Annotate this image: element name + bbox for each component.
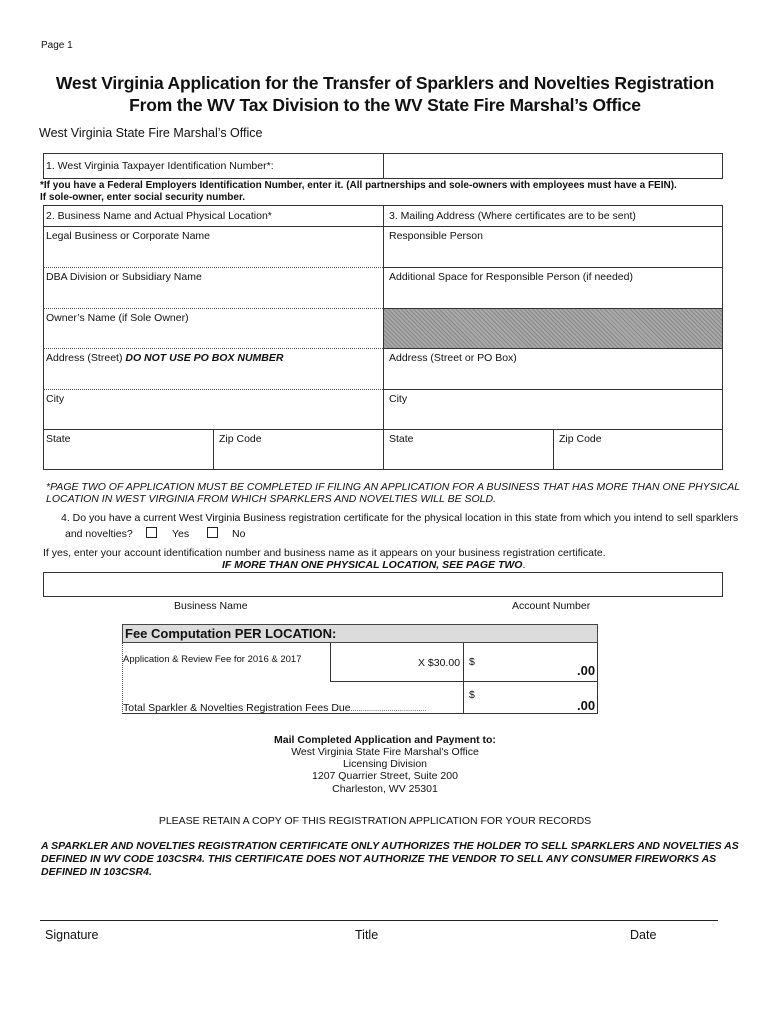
business-name-account-input[interactable] bbox=[44, 573, 722, 596]
yes-label: Yes bbox=[172, 528, 190, 540]
office-name: West Virginia State Fire Marshal’s Office bbox=[39, 126, 263, 140]
legal-name-label: Legal Business or Corporate Name bbox=[46, 230, 211, 242]
form-title-line-2: From the WV Tax Division to the WV State Fire Marshal’s Office bbox=[129, 95, 641, 115]
retain-copy-notice: PLEASE RETAIN A COPY OF THIS REGISTRATION APPLICATION FOR YOUR RECORDS bbox=[158, 815, 592, 827]
mailing-city-input[interactable] bbox=[384, 407, 722, 428]
total-fees-label bbox=[123, 702, 426, 716]
grid-header-divider bbox=[43, 226, 723, 227]
city-input[interactable] bbox=[44, 407, 382, 428]
account-number-label: Account Number bbox=[512, 600, 591, 612]
state-input[interactable] bbox=[44, 447, 212, 469]
disclaimer-line-3: DEFINED IN 103CSR4. bbox=[41, 866, 152, 878]
question-4-continued: and novelties? bbox=[65, 528, 133, 540]
multi-location-note bbox=[222, 559, 525, 571]
mailing-zip-label: Zip Code bbox=[559, 433, 602, 445]
mail-line-4: Charleston, WV 25301 bbox=[332, 783, 438, 795]
fee-row-divider bbox=[330, 681, 598, 682]
total-dollar-sign: $ bbox=[469, 689, 475, 701]
disclaimer-line-2: DEFINED IN WV CODE 103CSR4. THIS CERTIFICATE DOES NOT AUTHORIZE THE VENDOR TO SELL ANY CONSUMER FIREWORKS AS bbox=[41, 853, 717, 865]
legal-name-input[interactable] bbox=[44, 244, 382, 266]
no-label: No bbox=[232, 528, 246, 540]
date-label: Date bbox=[630, 928, 657, 942]
street-address-label bbox=[46, 352, 283, 364]
grid-row-divider bbox=[383, 348, 723, 349]
zip-input[interactable] bbox=[214, 447, 382, 469]
responsible-person-input[interactable] bbox=[384, 244, 722, 266]
po-box-warning: DO NOT USE PO BOX NUMBER bbox=[125, 352, 284, 364]
page-number: Page 1 bbox=[41, 40, 73, 51]
mailing-address-input[interactable] bbox=[384, 366, 722, 388]
form-title-line-1: West Virginia Application for the Transfer of Sparklers and Novelties Registration bbox=[55, 73, 715, 93]
fee-divider-2 bbox=[463, 643, 464, 714]
multi-location-note-period: . bbox=[522, 559, 526, 571]
signature-label: Signature bbox=[45, 928, 99, 942]
grid-row-divider bbox=[43, 389, 383, 390]
mailing-state-label: State bbox=[389, 433, 414, 445]
mail-line-2: Licensing Division bbox=[342, 758, 428, 770]
mailing-address-label: Address (Street or PO Box) bbox=[389, 352, 517, 364]
dba-label: DBA Division or Subsidiary Name bbox=[46, 271, 202, 283]
grid-row-divider bbox=[43, 308, 383, 309]
no-checkbox[interactable] bbox=[207, 527, 218, 538]
signature-input[interactable] bbox=[40, 896, 718, 919]
multi-location-note-text: IF MORE THAN ONE PHYSICAL LOCATION, SEE PAGE TWO bbox=[222, 559, 523, 571]
state-label: State bbox=[46, 433, 71, 445]
mailing-city-label: City bbox=[389, 393, 408, 405]
fee-computation-header: Fee Computation PER LOCATION: bbox=[122, 624, 598, 643]
mailing-address-header: 3. Mailing Address (Where certificates are to be sent) bbox=[389, 210, 636, 222]
business-name-label: Business Name bbox=[174, 600, 248, 612]
fein-note-line-2: If sole-owner, enter social security number. bbox=[40, 192, 246, 203]
zip-label: Zip Code bbox=[219, 433, 262, 445]
page-two-note-line-1: *PAGE TWO OF APPLICATION MUST BE COMPLETED IF FILING AN APPLICATION FOR A BUSINESS THAT HAS MORE THAN ONE PHYSICAL bbox=[46, 481, 741, 493]
additional-responsible-input[interactable] bbox=[384, 285, 722, 307]
mail-line-3: 1207 Quarrier Street, Suite 200 bbox=[312, 770, 458, 782]
fee-multiplier: X $30.00 bbox=[418, 657, 461, 669]
mailing-state-input[interactable] bbox=[384, 447, 552, 469]
responsible-person-label: Responsible Person bbox=[389, 230, 483, 242]
fee-dollar-sign: $ bbox=[469, 656, 475, 668]
additional-responsible-label: Additional Space for Responsible Person (if needed) bbox=[389, 271, 633, 283]
grid-row-divider bbox=[43, 429, 723, 430]
grid-row-divider bbox=[383, 389, 723, 390]
owner-name-label: Owner’s Name (if Sole Owner) bbox=[46, 312, 189, 324]
grid-row-divider bbox=[383, 267, 723, 268]
disclaimer-line-1: A SPARKLER AND NOVELTIES REGISTRATION CERTIFICATE ONLY AUTHORIZES THE HOLDER TO SELL SPARKLERS AND NOVELTIES AS bbox=[41, 840, 739, 852]
mail-heading: Mail Completed Application and Payment to: bbox=[274, 734, 496, 746]
grid-row-divider bbox=[43, 267, 383, 268]
fein-note-line-1: *If you have a Federal Employers Identification Number, enter it. (All partnerships and sole-owners with employees must have a FEIN). bbox=[40, 180, 677, 191]
mailing-zip-input[interactable] bbox=[554, 447, 722, 469]
street-address-input[interactable] bbox=[44, 366, 382, 388]
application-fee-label: Application & Review Fee for 2016 & 2017 bbox=[123, 654, 302, 665]
taxpayer-id-input[interactable] bbox=[385, 155, 721, 177]
question-4-text: 4. Do you have a current West Virginia Business registration certificate for the physical location in this state from which you intend to sell sparklers bbox=[61, 512, 739, 524]
city-label: City bbox=[46, 393, 65, 405]
signature-line bbox=[40, 920, 718, 921]
total-cents: .00 bbox=[577, 698, 596, 713]
street-address-prefix: Address (Street) bbox=[46, 352, 123, 364]
owner-name-input[interactable] bbox=[44, 326, 382, 347]
location-count-input[interactable] bbox=[331, 644, 415, 680]
grid-row-divider bbox=[43, 348, 383, 349]
taxpayer-id-divider bbox=[383, 153, 384, 179]
yes-checkbox[interactable] bbox=[146, 527, 157, 538]
mail-line-1: West Virginia State Fire Marshal's Office bbox=[291, 746, 479, 758]
total-fees-leader: ....................................... bbox=[350, 706, 427, 713]
fee-cents: .00 bbox=[577, 663, 596, 678]
if-yes-instruction: If yes, enter your account identification number and business name as it appears on your business registration certificate. bbox=[43, 547, 606, 559]
taxpayer-id-label: 1. West Virginia Taxpayer Identification Number*: bbox=[46, 160, 274, 172]
dba-input[interactable] bbox=[44, 285, 382, 307]
shaded-unused-cell bbox=[384, 309, 722, 348]
total-fees-text: Total Sparkler & Novelties Registration Fees Due bbox=[123, 702, 351, 714]
page-two-note-line-2: LOCATION IN WEST VIRGINIA FROM WHICH SPARKLERS AND NOVELTIES WILL BE SOLD. bbox=[46, 493, 497, 505]
business-location-header: 2. Business Name and Actual Physical Location* bbox=[46, 210, 272, 222]
title-label: Title bbox=[355, 928, 379, 942]
